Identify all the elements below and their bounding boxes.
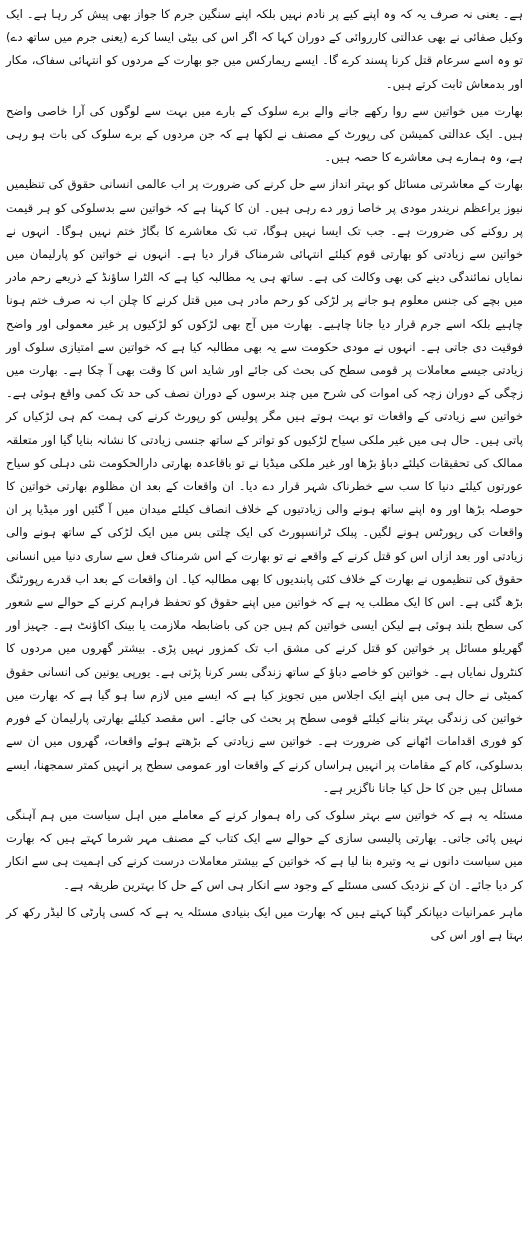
article-paragraph: بھارت میں خواتین سے روا رکھے جانے والے برے سلوک کے بارے میں بہت سے لوگوں کی آرا خاصی واضح ہیں۔ ایک عدالتی کمیشن کی رپورٹ کے مصنف نے لکھا ہے کہ جن مردوں کے برے سلوک کی بات ہو رہی ہے، وہ ہمارے ہی معاشرے کا حصہ ہیں۔	[6, 103, 523, 165]
article-paragraph: ہے۔ یعنی نہ صرف یہ کہ وہ اپنے کیے پر نادم نہیں بلکہ اپنے سنگین جرم کا جواز بھی پیش کر رہا ہے۔ ایک وکیل صفائی نے بھی عدالتی کارروائی کے دوران کہا کہ اگر اس کی بیٹی ایسا کرے (یعنی جرم میں ساتھ دے) تو وہ اسے سرعام قتل کرنا پسند کرے گا۔ ایسے ریمارکس میں جو بھارت کے مردوں کو انتہائی سفاک، مکار اور بدمعاش ثابت کرتے ہیں۔	[6, 7, 523, 91]
article-paragraph: ماہر عمرانیات دیپانکر گپتا کہتے ہیں کہ بھارت میں ایک بنیادی مسئلہ یہ ہے کہ کسی پارٹی کا لیڈر رکھ کر بہتا ہے اور اس کی	[6, 904, 523, 942]
article-paragraph: بھارت کے معاشرتی مسائل کو بہتر انداز سے حل کرنے کی ضرورت پر اب عالمی انسانی حقوق کی تنظیمیں نیوز یراعظم نریندر مودی پر خاصا زور دے رہی ہیں۔ ان کا کہنا ہے کہ خواتین سے بدسلوکی کو ہر قیمت پر روکنے کی ضرورت ہے۔ جب تک ایسا نہیں ہوگا، تب تک معاشرے کا بگاڑ ختم نہیں ہوگا۔ انہوں نے خواتین سے زیادتی کو بھارتی قوم کیلئے انتہائی شرمناک قرار دیا ہے۔ انہوں نے خواتین کو پارلیمان میں نمایاں نمائندگی دینے کی بھی وکالت کی ہے۔ ساتھ ہی یہ مطالبہ کیا ہے کہ الٹرا ساؤنڈ کے ذریعے رحم مادر میں بچے کی جنس معلوم ہو جانے پر لڑکی کو رحم مادر ہی میں قتل کرنے کا چلن اب نہ صرف ختم ہونا چاہیے بلکہ اسے جرم قرار دیا جانا چاہیے۔ بھارت میں آج بھی لڑکوں کو لڑکیوں پر غیر معمولی اور واضح فوقیت دی جاتی ہے۔ انہوں نے مودی حکومت سے یہ بھی مطالبہ کیا ہے کہ خواتین سے امتیازی سلوک اور زیادتی جیسے معاملات پر قومی سطح کی بحث کی جائے اور شاید اس کا وقت بھی آ چکا ہے۔ بھارت میں زچگی کے دوران زچہ کی اموات کی شرح میں چند برسوں کے دوران نصف کی حد تک کمی واقع ہوئی ہے۔ خواتین سے زیادتی کے واقعات تو بہت ہوتے ہیں مگر پولیس کو رپورٹ کرنے کی ہمت کم ہی لڑکیاں کر پاتی ہیں۔ حال ہی میں غیر ملکی سیاح لڑکیوں کو تواتر کے ساتھ جنسی زیادتی کا نشانہ بنایا گیا اور متعلقہ ممالک کی تحقیقات کیلئے دباؤ بڑھا اور غیر ملکی میڈیا نے تو باقاعدہ بھارتی دارالحکومت نئی دہلی کو سیاح عورتوں کیلئے دنیا کا سب سے خطرناک شہر قرار دے دیا۔ ان واقعات کے بعد ان مظلوم بھارتی خواتین کا حوصلہ بڑھا اور وہ اپنے ساتھ ہونے والی زیادتیوں کے خلاف انصاف کیلئے میدان میں آ گئیں اور میڈیا پر ان واقعات کی رپورٹس ہونے لگیں۔ پبلک ٹرانسپورٹ کی ایک چلتی بس میں ایک لڑکی کے ساتھ ہونے والی زیادتی اور بعد ازاں اس کو قتل کرنے کے واقعے نے تو بھارت کے اس شرمناک فعل سے ساری دنیا میں انسانی حقوق کی تنظیموں نے بھارت کے خلاف کئی پابندیوں کا بھی مطالبہ کیا۔ ان واقعات کے بعد اب قدرے رپورٹنگ بڑھ گئی ہے۔ اس کا ایک مطلب یہ ہے کہ خواتین میں اپنے حقوق کو تحفظ فراہم کرنے کے حوالے سے شعور کی سطح بلند ہوئی ہے لیکن ایسی خواتین کم ہیں جن کی باضابطہ ملازمت یا بینک اکاؤنٹ ہے۔ جہیز اور گھریلو مسائل پر خواتین کو قتل کرنے کی مشق اب تک کمزور نہیں پڑی۔ بیشتر گھروں میں مردوں کا کنٹرول نمایاں ہے۔ خواتین کو خاصے دباؤ کے ساتھ زندگی بسر کرنا پڑتی ہے۔ یورپی یونین کی انسانی حقوق کمیٹی نے حال ہی میں اپنے ایک اجلاس میں تجویز کیا ہے کہ ایسے میں لازم سا ہو گیا ہے کہ بھارت میں خواتین کی زندگی بہتر بنانے کیلئے قومی سطح پر بحث کی جائے۔ اس مقصد کیلئے بھارتی پارلیمان کے فورم کو فوری اقدامات اٹھانے کی ضرورت ہے۔ خواتین سے زیادتی کے بڑھتے ہوئے واقعات، گھروں میں ان سے بدسلوکی، کام کے مقامات پر انہیں ہراساں کرنے کے واقعات اور عمومی سطح پر انہیں کمتر سمجھنا، ایسے مسائل ہیں جن کا حل کیا جانا ناگزیر ہے۔	[6, 177, 523, 795]
article-paragraph: مسئلہ یہ ہے کہ خواتین سے بہتر سلوک کی راہ ہموار کرنے کے معاملے میں اہل سیاست میں ہم آہنگی نہیں پائی جاتی۔ بھارتی پالیسی سازی کے حوالے سے ایک کتاب کے مصنف مہر شرما کہتے ہیں کہ بھارت میں سیاست دانوں نے یہ وتیرہ بنا لیا ہے کہ خواتین کے بیشتر معاملات درست کرنے کی اہمیت ہی سے انکار کر دیا جائے۔ ان کے نزدیک کسی مسئلے کے وجود سے انکار ہی اس کے حل کا بہترین طریقہ ہے۔	[6, 807, 523, 892]
